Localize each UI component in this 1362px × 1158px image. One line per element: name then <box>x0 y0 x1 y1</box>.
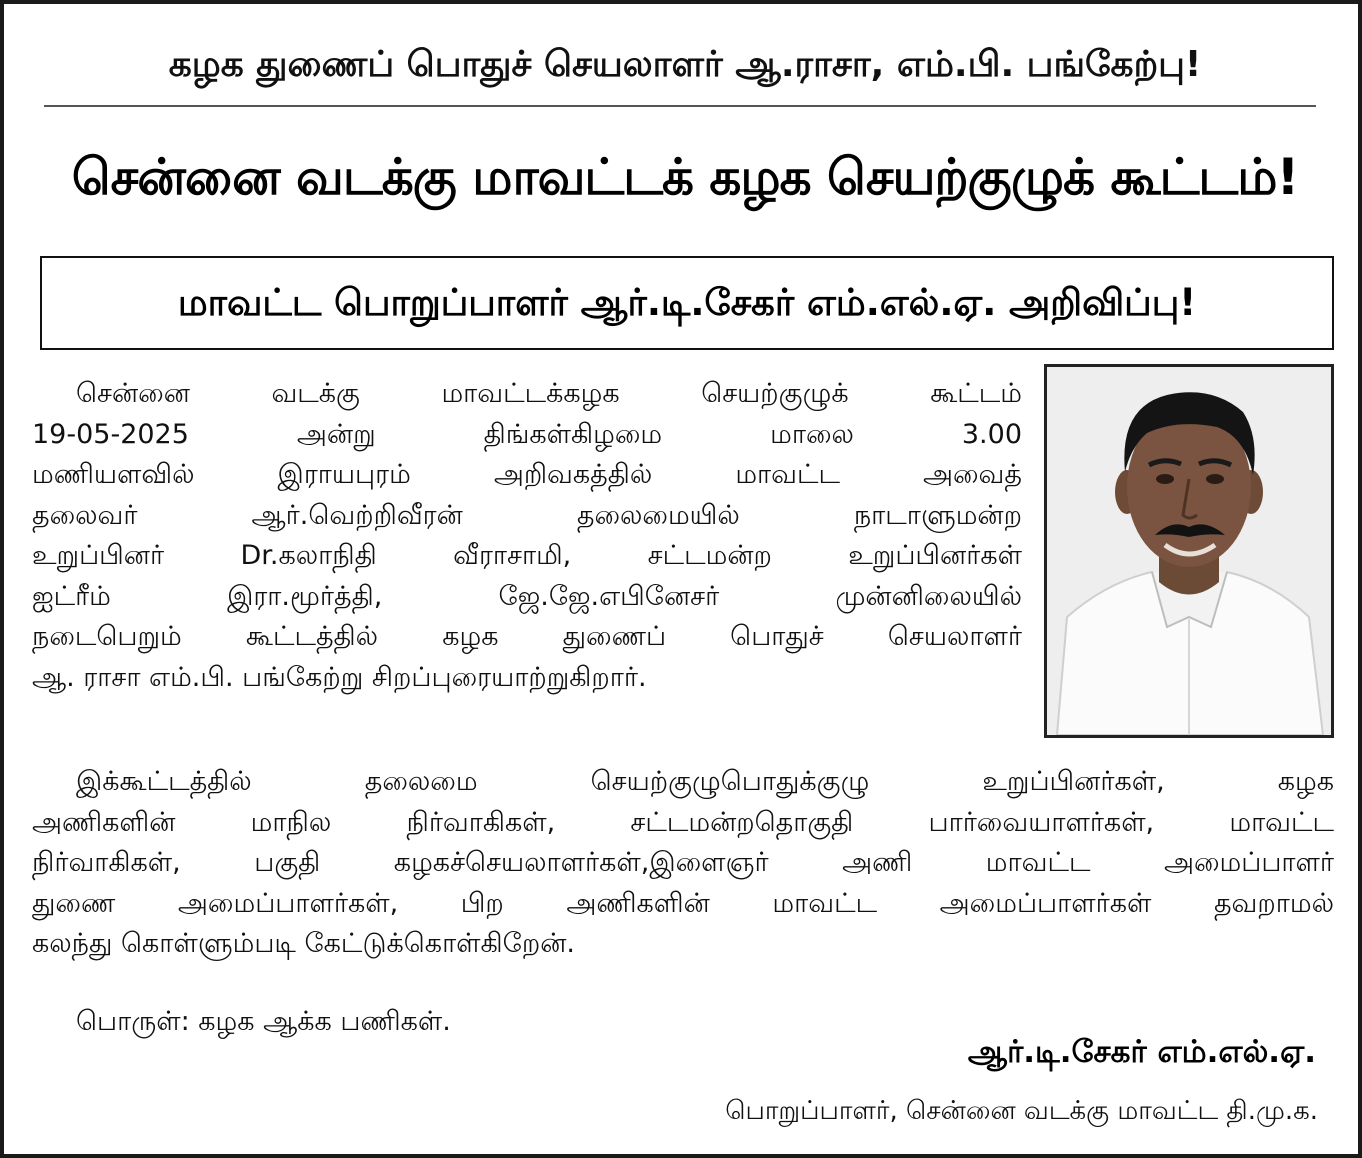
paragraph-line: ஐட்ரீம் இரா.மூர்த்தி, ஜே.ஜே.எபினேசர் முன்னிலையில் <box>32 580 1022 612</box>
portrait-photo <box>1044 364 1334 738</box>
paragraph-line: உறுப்பினர் Dr.கலாநிதி வீராசாமி, சட்டமன்ற உறுப்பினர்கள் <box>32 540 1022 571</box>
paragraph-line: துணை அமைப்பாளர்கள், பிற அணிகளின் மாவட்ட அமைப்பாளர்கள் தவறாமல் <box>32 887 1334 919</box>
paragraph-line: மணியளவில் இராயபுரம் அறிவகத்தில் மாவட்ட அவைத் <box>32 459 1022 490</box>
portrait-illustration <box>1047 367 1331 735</box>
divider-rule <box>44 105 1316 107</box>
paragraph-line: நடைபெறும் கூட்டத்தில் கழக துணைப் பொதுச் செயலாளர் <box>32 621 1022 652</box>
signature-title: பொறுப்பாளர், சென்னை வடக்கு மாவட்ட தி.மு.க. <box>725 1096 1318 1126</box>
sub-headline-box: மாவட்ட பொறுப்பாளர் ஆர்.டி.சேகர் எம்.எல்.ஏ. அறிவிப்பு! <box>40 256 1334 350</box>
paragraph-line: இக்கூட்டத்தில் தலைமை செயற்குழுபொதுக்குழு உறுப்பினர்கள், கழக <box>76 766 1334 797</box>
paragraph-1 <box>32 374 1022 698</box>
paragraph-line: அணிகளின் மாநில நிர்வாகிகள், சட்டமன்றதொகுதி பார்வையாளர்கள், மாவட்ட <box>32 806 1334 838</box>
paragraph-line: ஆ. ராசா எம்.பி. பங்கேற்று சிறப்புரையாற்றுகிறார். <box>32 661 647 693</box>
signature-name: ஆர்.டி.சேகர் எம்.எல்.ஏ. <box>967 1034 1316 1070</box>
paragraph-line: 19-05-2025 அன்று திங்கள்கிழமை மாலை 3.00 <box>32 418 1022 450</box>
subject-line: பொருள்: கழக ஆக்க பணிகள். <box>76 1006 451 1037</box>
paragraph-line: கலந்து கொள்ளும்படி கேட்டுக்கொள்கிறேன். <box>32 928 575 959</box>
paragraph-line: தலைவர் ஆர்.வெற்றிவீரன் தலைமையில் நாடாளுமன்ற <box>32 499 1022 531</box>
headline: சென்னை வடக்கு மாவட்டக் கழக செயற்குழுக் கூட்டம்! <box>71 148 1299 206</box>
top-line: கழக துணைப் பொதுச் செயலாளர் ஆ.ராசா, எம்.பி. பங்கேற்பு! <box>168 44 1202 85</box>
paragraph-line: நிர்வாகிகள், பகுதி கழகச்செயலாளர்கள்,இளைஞர் அணி மாவட்ட அமைப்பாளர் <box>32 847 1334 878</box>
paragraph-line: சென்னை வடக்கு மாவட்டக்கழக செயற்குழுக் கூட்டம் <box>76 378 1022 409</box>
paragraph-2 <box>32 762 1334 965</box>
